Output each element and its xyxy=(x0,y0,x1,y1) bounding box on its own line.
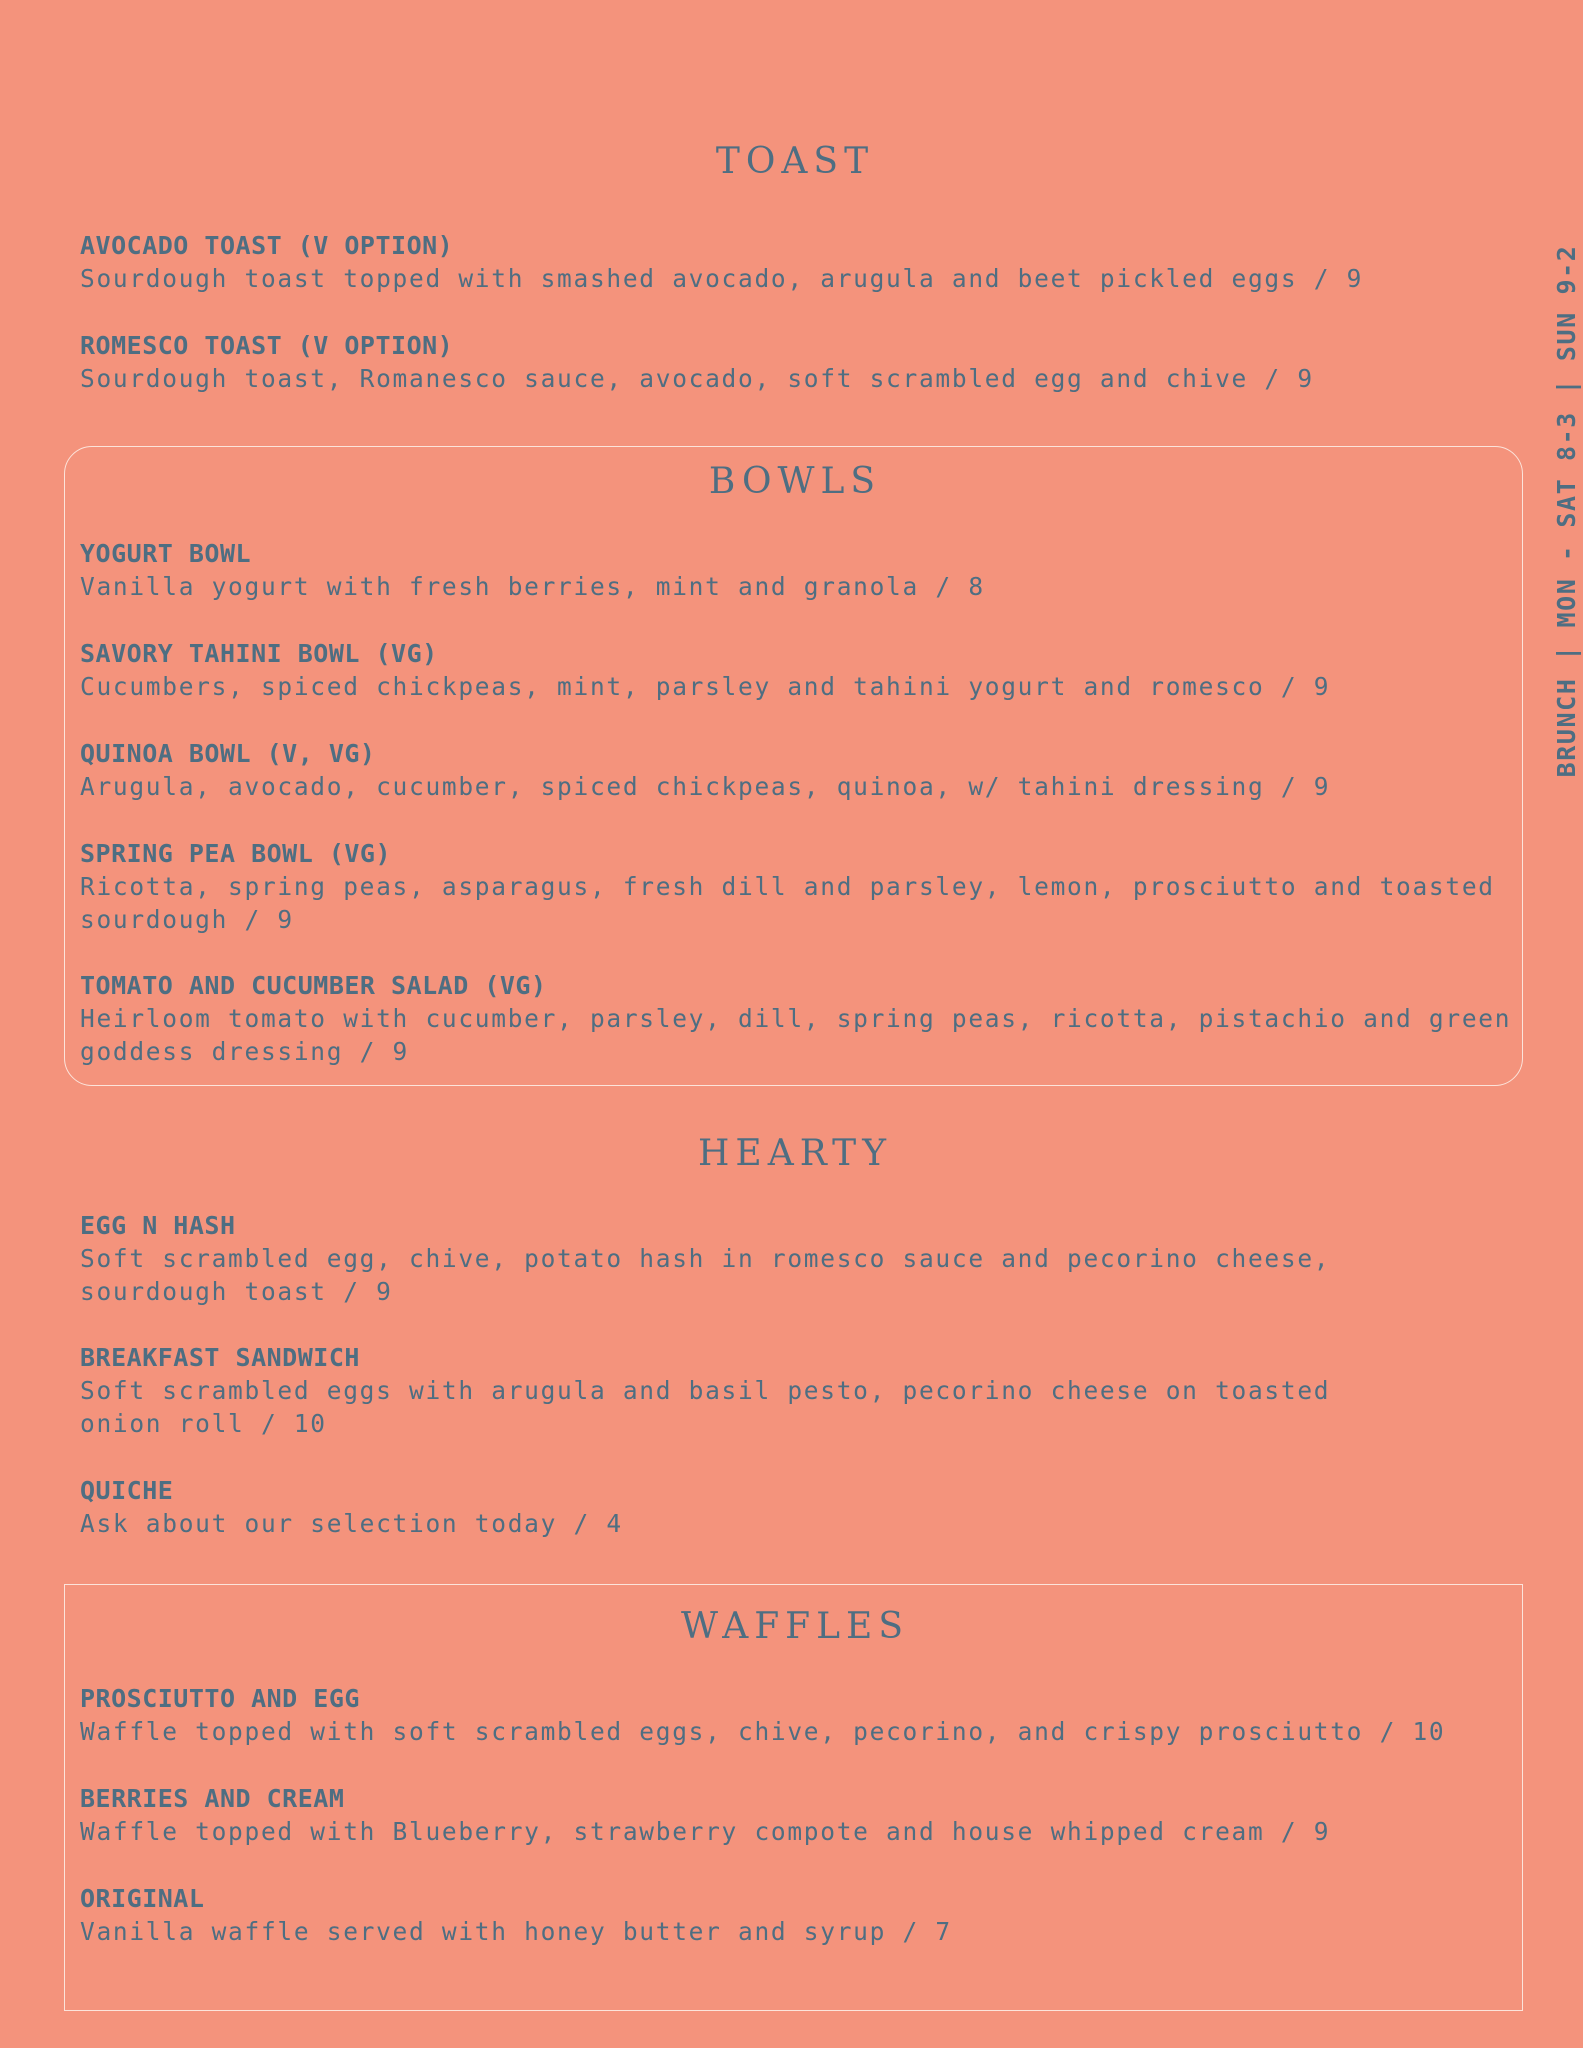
menu-item-description-line-1: Soft scrambled egg, chive, potato hash in romesco sauce and pecorino cheese, xyxy=(80,1244,1331,1273)
menu-item-description: Ask about our selection today / 4 xyxy=(80,1509,623,1538)
menu-item-berries-and-cream xyxy=(80,1783,1520,1848)
menu-item-name: YOGURT BOWL xyxy=(80,539,252,568)
menu-item-description-line-2: sourdough / 9 xyxy=(80,905,294,934)
menu-item-name: SAVORY TAHINI BOWL (VG) xyxy=(80,639,438,668)
menu-item-description-line-1: Heirloom tomato with cucumber, parsley, dill, spring peas, ricotta, pistachio and green xyxy=(80,1004,1512,1033)
menu-item-name: QUICHE xyxy=(80,1476,174,1505)
menu-item-description-line-2: goddess dressing / 9 xyxy=(80,1037,410,1066)
brunch-hours-banner: BRUNCH | MON - SAT 8-3 | SUN 9-2 xyxy=(1552,244,1581,778)
menu-item-quiche xyxy=(80,1475,1520,1540)
menu-item-description-line-1: Ricotta, spring peas, asparagus, fresh dill and parsley, lemon, prosciutto and toasted xyxy=(80,872,1495,901)
menu-item-description: Sourdough toast topped with smashed avocado, arugula and beet pickled eggs / 9 xyxy=(80,264,1364,293)
menu-item-name: PROSCIUTTO AND EGG xyxy=(80,1684,360,1713)
menu-item-original-waffle xyxy=(80,1883,1520,1948)
section-title-bowls: BOWLS xyxy=(708,461,882,502)
menu-item-description: Waffle topped with Blueberry, strawberry compote and house whipped cream / 9 xyxy=(80,1817,1331,1846)
menu-item-name: EGG N HASH xyxy=(80,1211,236,1240)
menu-item-yogurt-bowl xyxy=(80,538,1520,603)
menu-item-spring-pea-bowl xyxy=(80,838,1520,936)
menu-item-description-line-2: sourdough toast / 9 xyxy=(80,1277,393,1306)
menu-item-name: ORIGINAL xyxy=(80,1884,205,1913)
menu-item-description: Cucumbers, spiced chickpeas, mint, parsley and tahini yogurt and romesco / 9 xyxy=(80,672,1331,701)
menu-item-name: BREAKFAST SANDWICH xyxy=(80,1343,360,1372)
menu-item-description: Arugula, avocado, cucumber, spiced chickpeas, quinoa, w/ tahini dressing / 9 xyxy=(80,772,1331,801)
section-title-toast: TOAST xyxy=(715,141,875,182)
menu-item-name: SPRING PEA BOWL (VG) xyxy=(80,839,392,868)
section-title-hearty: HEARTY xyxy=(698,1133,892,1174)
menu-item-avocado-toast xyxy=(80,230,1520,295)
menu-item-quinoa-bowl xyxy=(80,738,1520,803)
menu-item-egg-n-hash xyxy=(80,1210,1520,1308)
menu-item-name: ROMESCO TOAST (V OPTION) xyxy=(80,331,454,360)
menu-item-name: BERRIES AND CREAM xyxy=(80,1784,345,1813)
menu-item-description: Vanilla waffle served with honey butter and syrup / 7 xyxy=(80,1917,952,1946)
menu-item-description: Vanilla yogurt with fresh berries, mint and granola / 8 xyxy=(80,572,985,601)
section-title-waffles: WAFFLES xyxy=(680,1606,909,1647)
menu-item-name: TOMATO AND CUCUMBER SALAD (VG) xyxy=(80,971,547,1000)
menu-item-savory-tahini-bowl xyxy=(80,638,1520,703)
menu-item-name: QUINOA BOWL (V, VG) xyxy=(80,739,376,768)
menu-item-description: Sourdough toast, Romanesco sauce, avocado, soft scrambled egg and chive / 9 xyxy=(80,364,1314,393)
menu-item-breakfast-sandwich xyxy=(80,1342,1520,1440)
menu-item-description-line-1: Soft scrambled eggs with arugula and basil pesto, pecorino cheese on toasted xyxy=(80,1376,1331,1405)
menu-item-tomato-cucumber-salad xyxy=(80,970,1520,1068)
menu-item-prosciutto-and-egg xyxy=(80,1683,1520,1748)
menu-item-name: AVOCADO TOAST (V OPTION) xyxy=(80,231,454,260)
menu-item-description: Waffle topped with soft scrambled eggs, chive, pecorino, and crispy prosciutto / 10 xyxy=(80,1717,1446,1746)
menu-item-description-line-2: onion roll / 10 xyxy=(80,1409,327,1438)
menu-item-romesco-toast xyxy=(80,330,1520,395)
